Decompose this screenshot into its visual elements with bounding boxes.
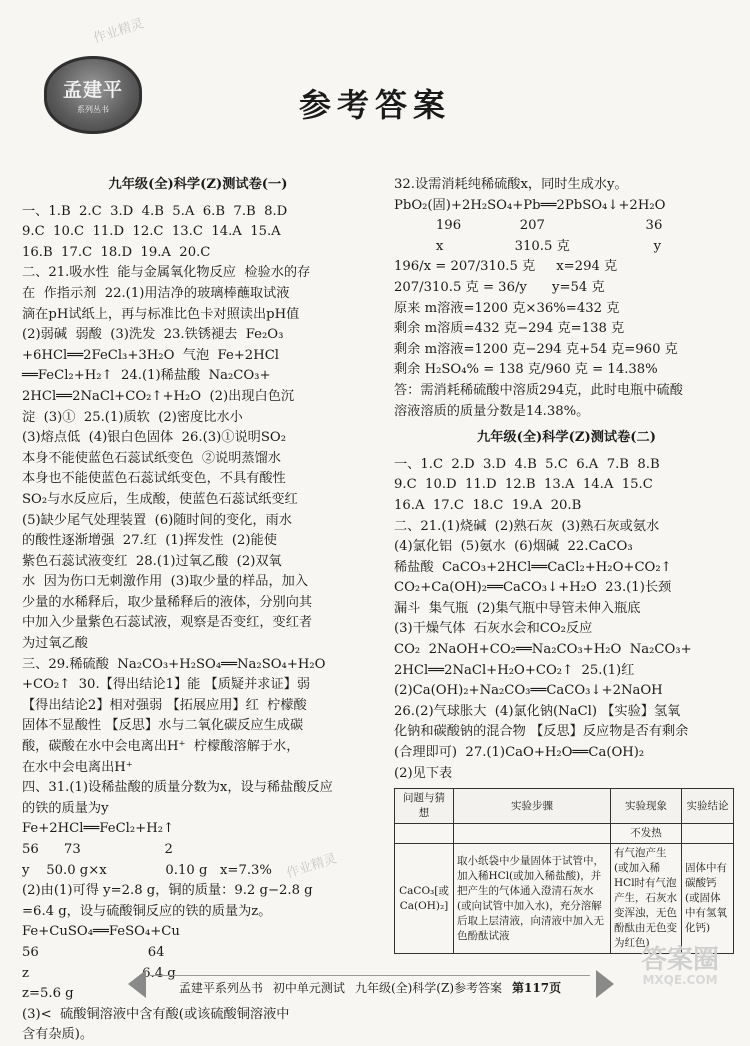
answer-lines-q32 — [394, 175, 739, 422]
answer-line: ══FeCl₂+H₂↑ 24.(1)稀盐酸 Na₂CO₃+ — [22, 368, 271, 384]
answer-line: (3)熔点低 (4)银白色固体 26.(3)①说明SO₂ — [22, 430, 286, 446]
answer-line: 固体不显酸性 【反思】水与二氧化碳反应生成碳 — [22, 718, 304, 734]
section-title-test-2: 九年级(全)科学(Z)测试卷(二) — [477, 430, 656, 446]
answer-line: 水 因为伤口无刺激作用 (3)取少量的样品，加入 — [22, 574, 309, 590]
answer-lines-test-1 — [22, 202, 374, 1046]
answer-line: 剩余 m溶质=432 克−294 克=138 克 — [394, 321, 625, 337]
table-header: 实验现象 — [611, 789, 682, 824]
answer-line: 56 73 2 — [22, 842, 173, 857]
table-header: 实验步骤 — [454, 789, 611, 824]
answer-line: 56 64 — [22, 944, 165, 960]
footer-arrow-right — [596, 970, 614, 998]
page-number: 第117页 — [512, 980, 562, 995]
answer-line: (2)由(1)可得 y=2.8 g，铜的质量：9.2 g−2.8 g — [22, 883, 313, 899]
answer-line: 207/310.5 克 = 36/y y=54 克 — [394, 279, 605, 295]
table-header: 实验结论 — [682, 789, 734, 824]
answer-line: 原来 m溶液=1200 克×36%=432 克 — [394, 300, 620, 316]
answer-line: 9.C 10.D 11.D 12.B 13.A 14.A 15.C — [394, 477, 653, 493]
answer-line: 酸，碳酸在水中会电离出H⁺ 柠檬酸溶解于水， — [22, 739, 300, 755]
answer-line: (3)干燥气体 石灰水会和CO₂反应 — [394, 621, 593, 637]
answer-line: x 310.5 克 y — [394, 238, 662, 254]
answer-line: 稀盐酸 CaCO₃+2HCl══CaCl₂+H₂O+CO₂↑ — [394, 559, 672, 575]
answer-line: 【得出结论2】相对强弱 【拓展应用】红 柠檬酸 — [22, 697, 307, 713]
answer-line: (4)氯化铝 (5)氨水 (6)烟碱 22.CaCO₃ — [394, 539, 633, 555]
answer-line: 一、1.B 2.C 3.D 4.B 5.A 6.B 7.B 8.D — [22, 203, 288, 219]
answer-line: (2)Ca(OH)₂+Na₂CO₃══CaCO₃↓+2NaOH — [394, 683, 663, 699]
left-column — [22, 175, 374, 1046]
answer-line: +6HCl══2FeCl₃+3H₂O 气泡 Fe+2HCl — [22, 347, 280, 363]
answer-line: 溶液溶质的质量分数是14.38%。 — [394, 403, 590, 419]
answer-line: (3)< 硫酸铜溶液中含有酸(或该硫酸铜溶液中 — [22, 1006, 290, 1022]
table-cell: 取小纸袋中少量固体于试管中，加入稀HCl(或加入稀盐酸)，并把产生的气体通入澄清石灰水(或向试管中加入水)，充分溶解后取上层清液，向清液中加入无色酚酞试液 — [454, 844, 611, 954]
answer-line: 本身不能使蓝色石蕊试纸变色 ②说明蒸馏水 — [22, 450, 281, 466]
answer-line: +CO₂↑ 30.【得出结论1】能 【质疑并求证】弱 — [22, 677, 311, 693]
footer-book: 初中单元测试 — [272, 980, 345, 995]
answer-line: 的铁的质量为y — [22, 800, 109, 816]
answer-line: 答：需消耗稀硫酸中溶质294克，此时电瓶中硫酸 — [394, 382, 683, 398]
brand-bottom: MXQE.COM — [642, 973, 718, 987]
answer-line: (2)弱碱 弱酸 (3)洗发 23.铁锈褪去 Fe₂O₃ — [22, 327, 284, 343]
answer-line: 二、21.(1)烧碱 (2)熟石灰 (3)熟石灰或氨水 — [394, 518, 660, 534]
answer-line: CO₂+Ca(OH)₂══CaCO₃↓+H₂O 23.(1)长颈 — [394, 580, 672, 596]
answer-line: 二、21.吸水性 能与金属氧化物反应 检验水的存 — [22, 265, 311, 281]
section-title-test-1: 九年级(全)科学(Z)测试卷(一) — [108, 177, 288, 192]
page-title: 参考答案 — [298, 86, 451, 124]
table-cell: 不发热 — [611, 824, 682, 844]
answer-line: SO₂与水反应后，生成酸，使蓝色石蕊试纸变红 — [22, 491, 298, 507]
brand-watermark — [620, 945, 740, 1010]
footer-series: 孟建平系列丛书 — [178, 980, 263, 995]
footer-arrow-left — [128, 970, 146, 998]
answer-lines-test-2 — [394, 455, 739, 785]
table-cell: CaCO₃[或Ca(OH)₂] — [395, 844, 454, 954]
answer-line: 四、31.(1)设稀盐酸的质量分数为x，设与稀盐酸反应 — [22, 780, 333, 796]
answer-line: z 6.4 g — [22, 965, 176, 981]
table-row — [395, 844, 734, 954]
logo-sub-text: 系列丛书 — [77, 105, 109, 114]
logo-main-text: 孟建平 — [62, 79, 123, 101]
table-header-row — [395, 789, 734, 824]
answer-line: 32.设需消耗纯稀硫酸x，同时生成水y。 — [394, 177, 628, 192]
brand-top: 答案圈 — [640, 945, 719, 975]
answer-line: (5)缺少尾气处理装置 (6)随时间的变化，雨水 — [22, 512, 292, 528]
answer-line: 化钠和碳酸钠的混合物 【反思】反应物是否有剩余 — [394, 724, 689, 740]
answer-line: Fe+CuSO₄══FeSO₄+Cu — [22, 924, 180, 940]
watermark: 作业精灵 — [284, 851, 339, 882]
answer-line: 一、1.C 2.D 3.D 4.B 5.C 6.A 7.B 8.B — [394, 456, 660, 472]
answer-line: 少量的水稀释后，取少量稀释后的液体，分别向其 — [22, 594, 313, 610]
right-column — [394, 175, 739, 954]
page-footer — [150, 975, 590, 998]
answer-line: 三、29.稀硫酸 Na₂CO₃+H₂SO₄══Na₂SO₄+H₂O — [22, 656, 326, 672]
answer-line: Fe+2HCl══FeCl₂+H₂↑ — [22, 821, 175, 837]
answer-line: 196 207 36 — [394, 218, 663, 234]
table-cell — [682, 824, 734, 844]
answer-line: 在 作指示剂 22.(1)用洁净的玻璃棒蘸取试液 — [22, 285, 290, 301]
table-header: 问题与猜想 — [395, 789, 454, 824]
answer-line: 本身也不能使蓝色石蕊试纸变色，不具有酸性 — [22, 471, 286, 487]
answer-line: PbO₂(固)+2H₂SO₄+Pb══2PbSO₄↓+2H₂O — [394, 197, 666, 213]
table-cell — [454, 824, 611, 844]
answer-line: 滴在pH试纸上，再与标准比色卡对照读出pH值 — [22, 306, 300, 322]
experiment-table — [394, 788, 734, 954]
answer-line: 的酸性逐渐增强 27.红 (1)挥发性 (2)能使 — [22, 533, 277, 549]
answer-line: 剩余 m溶液=1200 克−294 克+54 克=960 克 — [394, 341, 678, 357]
table-row — [395, 824, 734, 844]
answer-line: (2)见下表 — [394, 765, 453, 781]
answer-line: 淀 (3)① 25.(1)质软 (2)密度比水小 — [22, 409, 243, 425]
answer-line: 中加入少量紫色石蕊试液，观察是否变红，变红者 — [22, 615, 313, 631]
answer-line: 剩余 H₂SO₄% = 138 克/960 克 = 14.38% — [394, 362, 658, 378]
answer-line: 紫色石蕊试液变红 28.(1)过氧乙酸 (2)双氧 — [22, 553, 282, 569]
answer-line: 为过氧乙酸 — [22, 636, 88, 652]
answer-line: z=5.6 g — [22, 986, 74, 1002]
answer-line: (合理即可) 27.(1)CaO+H₂O══Ca(OH)₂ — [394, 745, 645, 761]
watermark: 作业精灵 — [91, 16, 146, 47]
table-cell — [395, 824, 454, 844]
answer-line: y 50.0 g×x 0.10 g x=7.3% — [22, 862, 272, 878]
answer-line: 16.B 17.C 18.D 19.A 20.C — [22, 244, 211, 260]
answer-line: 2HCl══2NaCl+CO₂↑+H₂O (2)出现白色沉 — [22, 388, 295, 404]
table-cell: 有气泡产生(或加入稀HCl时有气泡产生，石灰水变浑浊，无色酚酞由无色变为红色) — [611, 844, 682, 954]
answer-line: CO₂ 2NaOH+CO₂══Na₂CO₃+H₂O Na₂CO₃+ — [394, 642, 692, 658]
answer-line: 漏斗 集气瓶 (2)集气瓶中导管未伸入瓶底 — [394, 600, 641, 616]
answer-line: =6.4 g，设与硫酸铜反应的铁的质量为z。 — [22, 903, 272, 919]
answer-line: 26.(2)气球胀大 (4)氯化钠(NaCl) 【实验】氢氧 — [394, 703, 681, 719]
table-cell: 固体中有碳酸钙(或固体中有氢氧化钙) — [682, 844, 734, 954]
answer-line: 含有杂质)。 — [22, 1027, 94, 1043]
answer-line: 9.C 10.C 11.D 12.C 13.C 14.A 15.A — [22, 224, 281, 240]
footer-subject: 九年级(全)科学(Z)参考答案 — [354, 980, 503, 995]
answer-line: 16.A 17.C 18.C 19.A 20.B — [394, 497, 582, 513]
answer-line: 2HCl══2NaCl+H₂O+CO₂↑ 25.(1)红 — [394, 662, 635, 678]
answer-line: 196/x = 207/310.5 克 x=294 克 — [394, 259, 618, 275]
answer-line: 在水中会电离出H⁺ — [22, 759, 133, 775]
